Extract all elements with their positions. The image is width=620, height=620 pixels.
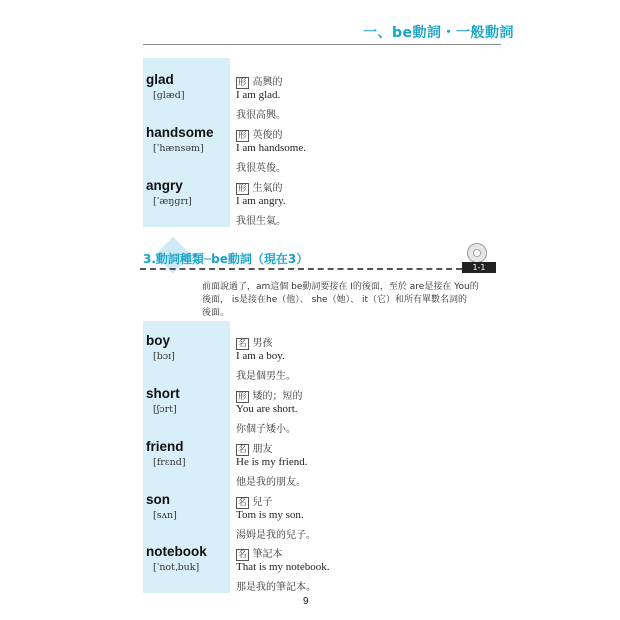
vocab-entry-handsome <box>143 119 501 174</box>
entry-example: I am handsome. <box>236 142 306 154</box>
entry-definition <box>236 493 273 509</box>
entry-phonetic: [bɔɪ] <box>153 351 175 362</box>
entry-word: friend <box>146 439 184 454</box>
entry-example: I am a boy. <box>236 350 285 362</box>
part-of-speech-badge: 形 <box>238 131 247 141</box>
entry-definition <box>236 126 283 142</box>
entry-phonetic: [ˈhænsəm] <box>153 143 204 154</box>
entry-example: He is my friend. <box>236 456 308 468</box>
part-of-speech-badge: 形 <box>238 392 247 402</box>
entry-translation: 我是個男生。 <box>236 371 296 382</box>
entry-word: son <box>146 492 171 507</box>
entry-translation: 湯姆是我的兒子。 <box>236 530 316 541</box>
entry-phonetic: [ˈæŋgrɪ] <box>153 196 192 207</box>
entry-phonetic: [ʃɔrt] <box>153 404 177 415</box>
entry-example: That is my notebook. <box>236 561 330 573</box>
entry-word: glad <box>146 72 174 87</box>
entry-example: Tom is my son. <box>236 509 304 521</box>
entry-word: handsome <box>146 125 214 140</box>
section-title: 3.動詞種類─be動詞（現在3） <box>143 252 309 266</box>
part-of-speech-badge: 形 <box>238 184 247 194</box>
entry-phonetic: [glæd] <box>153 90 185 101</box>
audio-track-badge: 1-1 <box>462 262 496 273</box>
vocab-entry-friend <box>143 433 501 486</box>
part-of-speech-badge: 形 <box>238 78 247 88</box>
chapter-title: 一、be動詞・一般動詞 <box>362 25 514 41</box>
entry-meaning: 兒子 <box>252 497 273 508</box>
entry-meaning: 筆記本 <box>252 549 283 560</box>
entry-definition <box>236 387 303 403</box>
intro-line: 前面說過了，am這個 be動詞要接在 I的後面，至於 are是接在 You的 <box>202 282 479 292</box>
entry-example: You are short. <box>236 403 298 415</box>
section-header <box>140 240 500 280</box>
entry-meaning: 男孩 <box>252 338 273 349</box>
dashed-divider <box>140 268 462 270</box>
entry-word: short <box>146 386 180 401</box>
entry-meaning: 朋友 <box>252 444 273 455</box>
entry-phonetic: [sʌn] <box>153 510 177 521</box>
entry-translation: 我很英俊。 <box>236 163 286 174</box>
vocab-entry-notebook <box>143 538 501 591</box>
intro-paragraph <box>202 281 500 320</box>
entry-phonetic: [frɛnd] <box>153 457 186 468</box>
vocab-entry-boy <box>143 327 501 380</box>
part-of-speech-badge: 名 <box>238 498 247 508</box>
part-of-speech-badge: 名 <box>238 339 247 349</box>
vocab-entry-short <box>143 380 501 433</box>
vocab-entry-angry <box>143 172 501 227</box>
entry-translation: 我很高興。 <box>236 110 286 121</box>
part-of-speech-badge: 名 <box>238 445 247 455</box>
entry-phonetic: [ˈnotˌbuk] <box>153 562 200 573</box>
entry-definition <box>236 179 283 195</box>
entry-meaning: 高興的 <box>252 77 283 88</box>
vocab-entry-glad <box>143 66 501 121</box>
vocab-entry-son <box>143 486 501 539</box>
entry-example: I am glad. <box>236 89 281 101</box>
audio-cd-icon <box>467 243 487 263</box>
entry-meaning: 英俊的 <box>252 130 283 141</box>
entry-translation: 你個子矮小。 <box>236 424 296 435</box>
entry-definition <box>236 440 273 456</box>
entry-definition <box>236 73 283 89</box>
entry-definition <box>236 334 273 350</box>
entry-translation: 那是我的筆記本。 <box>236 582 316 593</box>
entry-word: notebook <box>146 544 207 559</box>
header-divider <box>143 44 501 45</box>
entry-word: angry <box>146 178 183 193</box>
part-of-speech-badge: 名 <box>238 550 247 560</box>
entry-meaning: 矮的；短的 <box>252 391 303 402</box>
intro-line: 後面。 <box>202 308 230 318</box>
entry-example: I am angry. <box>236 195 286 207</box>
page-number: 9 <box>303 596 309 607</box>
entry-translation: 我很生氣。 <box>236 216 286 227</box>
entry-meaning: 生氣的 <box>252 183 283 194</box>
entry-translation: 他是我的朋友。 <box>236 477 306 488</box>
entry-definition <box>236 545 283 561</box>
intro-line: 後面， is是接在he（他）、 she（她）、 it（它）和所有單數名詞的 <box>202 295 467 305</box>
entry-word: boy <box>146 333 171 348</box>
